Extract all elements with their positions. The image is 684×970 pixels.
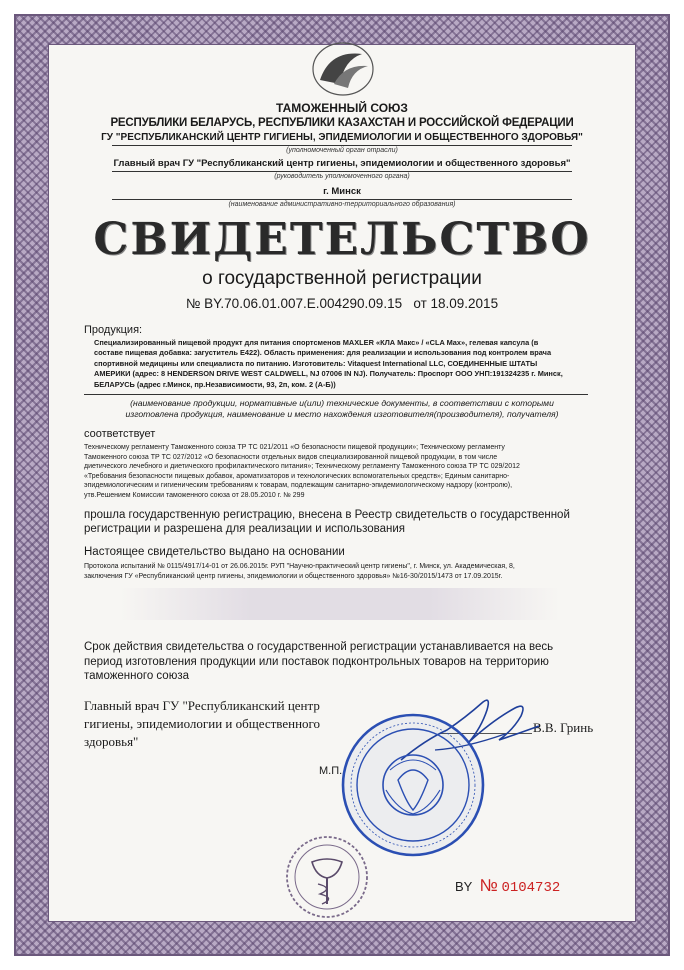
product-note: (наименование продукции, нормативные и(или) технические документы, в соответствии с которыми изготовлена продукция, наименование и место нахождения изготовителя(производителя), получателя) [125,398,559,419]
serial-number-block [455,876,560,896]
serial-number: 0104732 [501,880,561,896]
serial-prefix: BY [455,879,473,894]
organization-note: (уполномоченный орган отрасли) [286,147,398,154]
conformity-line: утв.Решением Комиссии таможенного союза от 28.05.2010 г. № 299 [84,491,305,499]
product-line: спортивной медицины или специалиста по питанию. Изготовитель: Vitaquest International LLC, СОЕДИНЕННЫЕ ШТАТЫ [94,358,538,368]
certificate-number-line [0,296,684,311]
divider [112,171,572,172]
basis-label: Настоящее свидетельство выдано на основании [84,546,345,558]
conformity-line: эпидемиологическим и гигиеническим требованиям к товарам, подлежащим санитарно-эпидемиологическому надзору (контролю), [84,482,513,490]
product-label: Продукция: [84,324,143,336]
divider [84,394,588,395]
product-description [94,338,594,390]
city-note: (наименование административно-территориального образования) [228,201,456,208]
product-line: АМЕРИКИ (адрес: 8 HENDERSON DRIVE WEST CALDWELL, NJ 07006 IN NJ). Получатель: Проспорт ООО УНП:191324235 г. Минск, [94,369,563,379]
signatory-position: Главный врач ГУ "Республиканский центр гигиены, эпидемиологии и общественного здоровья" [84,698,321,749]
product-line: составе пищевая добавка: загуститель E422). Область применения: для реализации и использования под контролем врача [94,348,552,358]
signatory-name: В.В. Гринь [533,720,594,735]
conformity-line: диетического лечебного и диетического профилактического питания»; Техническому регламенту Таможенного союза ТР ТС 029/2012 [84,463,520,471]
certificate-subtitle: о государственной регистрации [202,268,482,289]
certificate-date: от 18.09.2015 [413,296,499,311]
countries-line: РЕСПУБЛИКИ БЕЛАРУСЬ, РЕСПУБЛИКИ КАЗАХСТАН И РОССИЙСКОЙ ФЕДЕРАЦИИ [110,117,574,129]
conformity-label: соответствует [84,428,156,440]
certificate-title: СВИДЕТЕЛЬСТВО [93,214,591,265]
conformity-line: Техническому регламенту Таможенного союза ТР ТС 021/2011 «О безопасности пищевой продукции»; Техническому регламенту [84,444,505,451]
union-title: ТАМОЖЕННЫЙ СОЮЗ [276,101,408,115]
divider [112,199,572,200]
customs-union-emblem [310,40,376,98]
head-line: Главный врач ГУ "Республиканский центр гигиены, эпидемиологии и общественного здоровья" [113,158,571,169]
certificate-number: № BY.70.06.01.007.E.004290.09.15 [185,296,403,311]
registration-text: прошла государственную регистрацию, внесена в Реестр свидетельств о государственной регистрации и разрешена для реализации и использования [84,509,570,535]
product-line: БЕЛАРУСЬ (адрес г.Минск, пр.Независимости, 93, 2п, ком. 2 (А-Б)) [94,379,336,389]
hygiene-emblem [282,832,372,922]
product-line: Специализированный пищевой продукт для питания спортсменов MAXLER «КЛА Макс» / «CLA Max», гелевая капсула (в [94,338,539,347]
head-note: (руководитель уполномоченного органа) [274,173,410,180]
conformity-text [84,443,594,501]
seal-place-label: М.П. [319,765,343,777]
watermark-band [120,588,560,620]
city-line: г. Минск [323,186,361,197]
serial-no-sign: № [479,876,498,895]
organization-line: ГУ "РЕСПУБЛИКАНСКИЙ ЦЕНТР ГИГИЕНЫ, ЭПИДЕМИОЛОГИИ И ОБЩЕСТВЕННОГО ЗДОРОВЬЯ" [101,132,583,143]
divider [112,145,572,146]
conformity-line: Таможенного союза ТР ТС 027/2012 «О безопасности отдельных видов специализированной пищевой продукции, в том числе [84,453,498,461]
basis-text: Протокола испытаний № 0115/4917/14-01 от 26.06.2015г. РУП "Научно-практический центр гигиены", г. Минск, ул. Академическая, 8, заключения ГУ «Республиканский центр гигиены, эпидемиологии и общественного здоровья» №16-30/2015/1473 от 17.09.2015г. [84,563,515,580]
validity-text: Срок действия свидетельства о государственной регистрации устанавливается на весь период изготовления продукции или поставок подконтрольных товаров на территорию таможенного союза [84,641,554,682]
conformity-line: «Требования безопасности пищевых добавок, ароматизаторов и технологических вспомогательных средств»; Единым санитарно- [84,472,510,480]
